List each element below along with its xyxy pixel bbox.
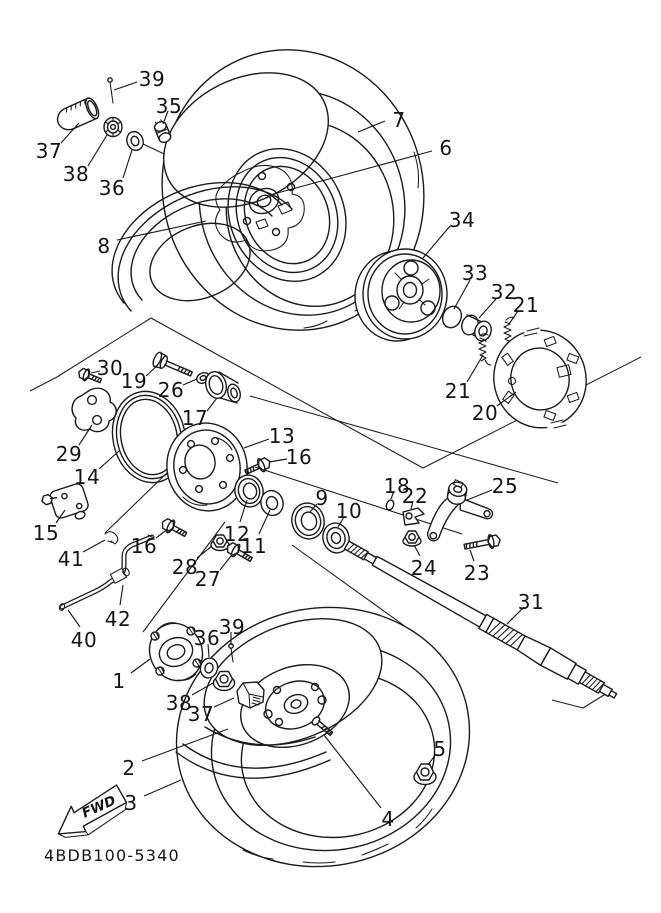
leader-line-42 <box>120 585 123 605</box>
callout-number-30: 30 <box>96 356 124 380</box>
leader-line-23 <box>470 550 474 561</box>
callout-number-20: 20 <box>471 401 499 425</box>
callout-number-21: 21 <box>444 379 472 403</box>
o-ring-18 <box>385 499 395 511</box>
leader-line-16 <box>156 529 168 538</box>
brake-lever-25 <box>427 477 498 551</box>
leader-line-11 <box>259 510 270 534</box>
callout-number-13: 13 <box>268 424 296 448</box>
callout-number-9: 9 <box>315 486 329 510</box>
callout-number-1: 1 <box>112 669 126 693</box>
brake-shoes <box>484 320 597 437</box>
callout-number-4: 4 <box>381 807 395 831</box>
part-code: 4BDB100-5340 <box>44 846 180 865</box>
callout-number-37: 37 <box>35 139 63 163</box>
callout-number-19: 19 <box>120 369 148 393</box>
callout-number-10: 10 <box>335 499 363 523</box>
callout-number-36: 36 <box>98 176 126 200</box>
washer-36-top <box>124 129 146 152</box>
leader-line-38 <box>88 135 107 166</box>
callout-number-7: 7 <box>392 108 406 132</box>
leader-line-40 <box>68 610 80 627</box>
nut-24 <box>403 531 421 546</box>
callout-number-14: 14 <box>73 465 101 489</box>
callout-number-28: 28 <box>171 555 199 579</box>
leader-line-19 <box>146 366 157 376</box>
axle-nut-38-top <box>104 118 122 137</box>
leader-line-1 <box>131 659 150 673</box>
callout-number-17: 17 <box>181 406 209 430</box>
leader-line-28 <box>197 546 212 558</box>
callout-number-16: 16 <box>285 445 313 469</box>
leader-line-36 <box>123 150 132 178</box>
callout-number-40: 40 <box>70 628 98 652</box>
leader-line-39 <box>114 82 137 90</box>
callout-number-23: 23 <box>463 561 491 585</box>
callout-number-5: 5 <box>433 737 447 761</box>
callout-number-39: 39 <box>138 67 166 91</box>
leader-line-3 <box>144 780 181 796</box>
collar-17 <box>203 369 243 403</box>
callout-number-32: 32 <box>490 280 518 304</box>
callout-number-25: 25 <box>491 474 519 498</box>
callout-number-38: 38 <box>165 691 193 715</box>
callout-number-16: 16 <box>130 534 158 558</box>
callout-number-26: 26 <box>157 378 185 402</box>
callout-number-42: 42 <box>104 607 132 631</box>
callout-number-2: 2 <box>122 756 136 780</box>
leader-line-34 <box>423 226 450 258</box>
brake-drum <box>355 249 447 341</box>
leader-line-16 <box>269 459 287 462</box>
fwd-label: FWD <box>79 792 119 822</box>
callout-number-11: 11 <box>240 534 268 558</box>
leader-line-26 <box>183 379 197 385</box>
hub-cap-37-top <box>54 96 101 133</box>
callout-number-15: 15 <box>32 521 60 545</box>
callout-number-41: 41 <box>57 547 85 571</box>
callout-number-21: 21 <box>512 293 540 317</box>
callout-number-37: 37 <box>187 702 215 726</box>
callout-number-38: 38 <box>62 162 90 186</box>
leader-line-13 <box>244 439 269 448</box>
gasket-29 <box>72 388 116 431</box>
leader-line-25 <box>467 490 492 500</box>
hub-cap-37-bottom <box>237 682 264 708</box>
cotter-pin-39-top <box>108 78 113 103</box>
leader-line-41 <box>83 540 105 552</box>
callout-number-12: 12 <box>223 522 251 546</box>
callout-number-29: 29 <box>55 442 83 466</box>
clip-41 <box>105 532 118 544</box>
callout-number-39: 39 <box>218 615 246 639</box>
callout-number-24: 24 <box>410 556 438 580</box>
leader-line-17 <box>207 398 217 411</box>
callout-number-31: 31 <box>517 590 545 614</box>
callout-number-3: 3 <box>124 791 138 815</box>
callout-number-33: 33 <box>461 261 489 285</box>
valve-35 <box>153 119 173 144</box>
bolt-16-left <box>159 516 189 541</box>
leader-line-14 <box>99 451 119 469</box>
callout-number-34: 34 <box>448 208 476 232</box>
callout-number-35: 35 <box>155 94 183 118</box>
bolt-23 <box>463 533 501 554</box>
callout-number-6: 6 <box>439 136 453 160</box>
joint-plate-22 <box>403 508 424 525</box>
bushing-32 <box>459 313 493 343</box>
callout-number-8: 8 <box>97 234 111 258</box>
leader-line-24 <box>414 545 420 556</box>
callout-number-18: 18 <box>383 474 411 498</box>
fwd-arrow <box>50 784 132 846</box>
stud-bolt-19 <box>151 351 194 381</box>
callout-number-22: 22 <box>401 484 429 508</box>
leader-line-27 <box>220 556 231 570</box>
leader-line-21 <box>467 355 483 382</box>
callout-number-27: 27 <box>194 567 222 591</box>
callout-number-36: 36 <box>193 626 221 650</box>
